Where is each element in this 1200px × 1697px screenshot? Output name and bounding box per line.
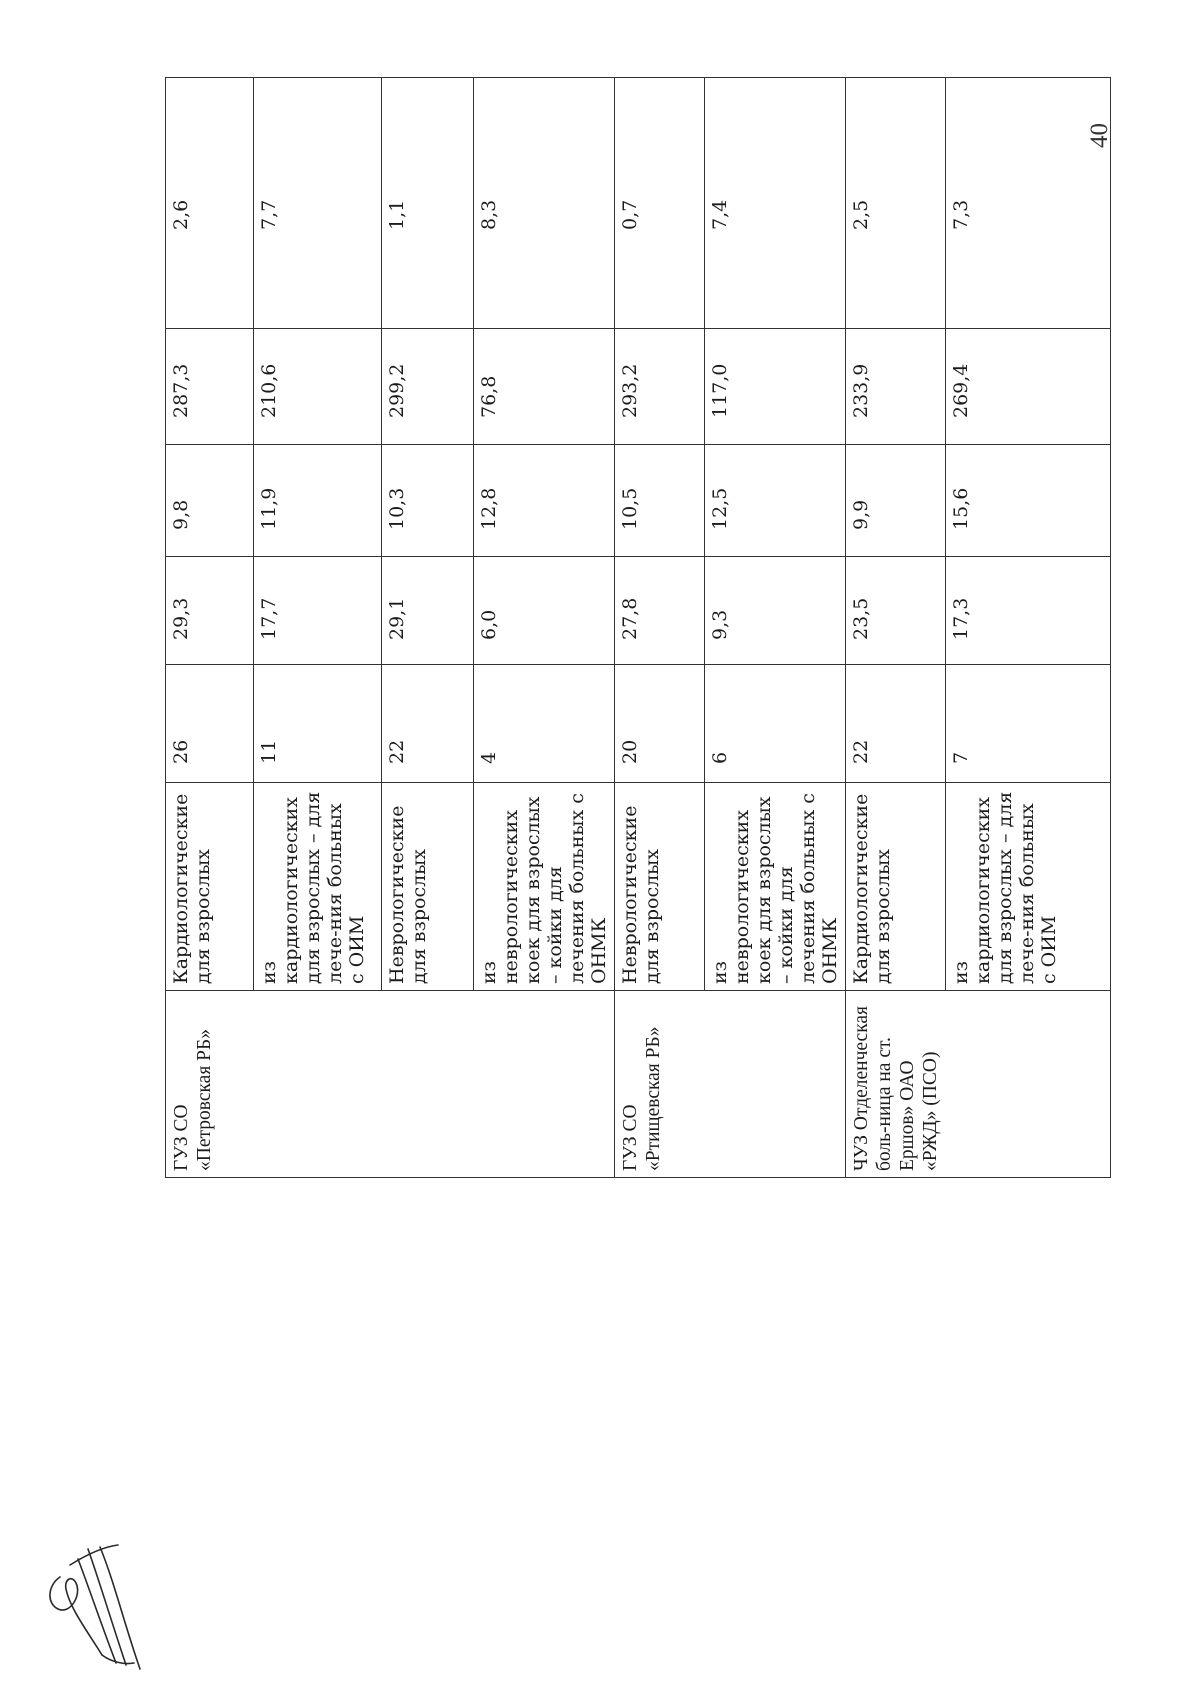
page-number: 40 [1086, 123, 1113, 148]
value-cell: 76,8 [474, 329, 615, 445]
value-cell: 10,3 [382, 445, 474, 557]
table-row [615, 78, 705, 1178]
value-cell: 1,1 [382, 78, 474, 329]
profile-cell: Кардиологические для взрослых [166, 783, 254, 991]
value-cell: 29,1 [382, 557, 474, 665]
value-cell: 7,3 [946, 78, 1111, 329]
table-row [846, 78, 946, 1178]
value-cell: 9,9 [846, 445, 946, 557]
org-cell: ЧУЗ Отделенческая боль-ница на ст. Ершов» ОАО «РЖД» (ПСО) [846, 991, 1111, 1178]
value-cell: 15,6 [946, 445, 1111, 557]
value-cell: 26 [166, 665, 254, 783]
value-cell: 17,3 [946, 557, 1111, 665]
profile-cell: Неврологические для взрослых [615, 783, 705, 991]
rotated-table-block [165, 78, 1078, 1178]
handwritten-signature [30, 1525, 160, 1675]
value-cell: 9,3 [705, 557, 846, 665]
value-cell: 29,3 [166, 557, 254, 665]
value-cell: 10,5 [615, 445, 705, 557]
profile-cell: из кардиологических для взрослых – для лече-ния больных с ОИМ [254, 783, 382, 991]
value-cell: 0,7 [615, 78, 705, 329]
value-cell: 8,3 [474, 78, 615, 329]
value-cell: 299,2 [382, 329, 474, 445]
value-cell: 22 [382, 665, 474, 783]
value-cell: 6 [705, 665, 846, 783]
value-cell: 27,8 [615, 557, 705, 665]
table-row [166, 78, 254, 1178]
org-cell: ГУЗ СО «Ртищевская РБ» [615, 991, 846, 1178]
value-cell: 20 [615, 665, 705, 783]
profile-cell: Кардиологические для взрослых [846, 783, 946, 991]
value-cell: 12,5 [705, 445, 846, 557]
value-cell: 7,4 [705, 78, 846, 329]
value-cell: 4 [474, 665, 615, 783]
value-cell: 9,8 [166, 445, 254, 557]
value-cell: 233,9 [846, 329, 946, 445]
value-cell: 7,7 [254, 78, 382, 329]
value-cell: 210,6 [254, 329, 382, 445]
value-cell: 11,9 [254, 445, 382, 557]
value-cell: 2,5 [846, 78, 946, 329]
profile-cell: из кардиологических для взрослых – для лече-ния больных с ОИМ [946, 783, 1111, 991]
org-cell: ГУЗ СО «Петровская РБ» [166, 991, 615, 1178]
profile-cell: из неврологических коек для взрослых – койки для лечения больных с ОНМК [474, 783, 615, 991]
value-cell: 287,3 [166, 329, 254, 445]
value-cell: 7 [946, 665, 1111, 783]
value-cell: 6,0 [474, 557, 615, 665]
value-cell: 22 [846, 665, 946, 783]
value-cell: 2,6 [166, 78, 254, 329]
value-cell: 117,0 [705, 329, 846, 445]
value-cell: 17,7 [254, 557, 382, 665]
value-cell: 293,2 [615, 329, 705, 445]
value-cell: 23,5 [846, 557, 946, 665]
profile-cell: Неврологические для взрослых [382, 783, 474, 991]
value-cell: 11 [254, 665, 382, 783]
profile-cell: из неврологических коек для взрослых – койки для лечения больных с ОНМК [705, 783, 846, 991]
value-cell: 12,8 [474, 445, 615, 557]
value-cell: 269,4 [946, 329, 1111, 445]
hospital-beds-table [165, 77, 1111, 1178]
